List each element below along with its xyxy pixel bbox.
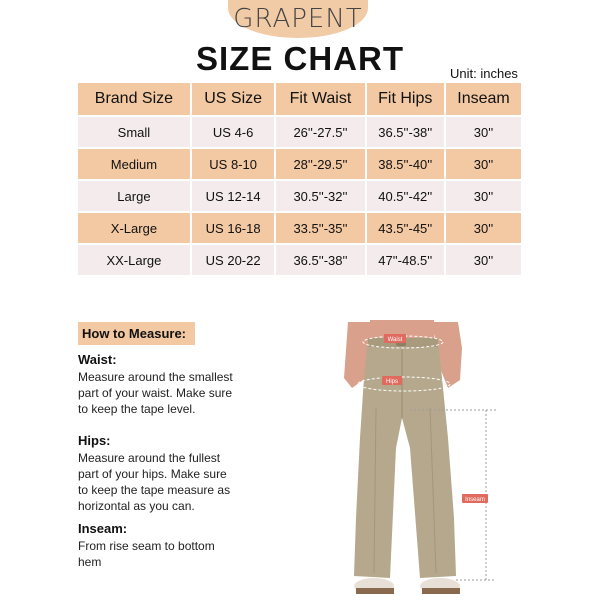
table-row <box>78 245 521 275</box>
table-row <box>78 181 521 211</box>
cell-us-size: US 4-6 <box>192 117 275 147</box>
cell-fit-waist: 30.5''-32'' <box>276 181 364 211</box>
cell-fit-waist: 26''-27.5'' <box>276 117 364 147</box>
cell-fit-waist: 28''-29.5'' <box>276 149 364 179</box>
table-row <box>78 149 521 179</box>
cell-inseam: 30'' <box>446 149 521 179</box>
pants-illustration <box>330 318 500 600</box>
table-header-row <box>78 83 521 115</box>
hips-line: part of your hips. Make sure <box>78 467 227 481</box>
cell-brand-size: Small <box>78 117 190 147</box>
cell-inseam: 30'' <box>446 213 521 243</box>
cell-inseam: 30'' <box>446 245 521 275</box>
cell-fit-waist: 36.5''-38'' <box>276 245 364 275</box>
header-us-size: US Size <box>192 83 275 115</box>
hips-title: Hips: <box>78 433 111 448</box>
waist-section <box>78 352 258 417</box>
hips-line: to keep the tape measure as <box>78 483 231 497</box>
size-chart-table <box>76 81 523 277</box>
cell-fit-waist: 33.5''-35'' <box>276 213 364 243</box>
inseam-title: Inseam: <box>78 521 128 536</box>
cell-fit-hips: 36.5''-38'' <box>367 117 445 147</box>
brand-logo: GRAPENT <box>233 4 363 34</box>
header-fit-hips: Fit Hips <box>367 83 445 115</box>
cell-us-size: US 20-22 <box>192 245 275 275</box>
cell-fit-hips: 43.5''-45'' <box>367 213 445 243</box>
cell-fit-hips: 38.5''-40'' <box>367 149 445 179</box>
cell-us-size: US 12-14 <box>192 181 275 211</box>
cell-brand-size: X-Large <box>78 213 190 243</box>
cell-brand-size: Large <box>78 181 190 211</box>
cell-inseam: 30'' <box>446 181 521 211</box>
header-inseam: Inseam <box>446 83 521 115</box>
waist-title: Waist: <box>78 352 117 367</box>
hips-section <box>78 433 258 514</box>
hips-line: Measure around the fullest <box>78 451 221 465</box>
inseam-line: From rise seam to bottom <box>78 539 215 553</box>
inseam-line: hem <box>78 555 102 569</box>
cell-us-size: US 8-10 <box>192 149 275 179</box>
cell-brand-size: XX-Large <box>78 245 190 275</box>
page-title: SIZE CHART <box>196 40 404 77</box>
hips-figure-label: Hips <box>385 379 399 385</box>
cell-fit-hips: 40.5''-42'' <box>367 181 445 211</box>
table-row <box>78 213 521 243</box>
hips-line: horizontal as you can. <box>78 499 195 513</box>
header-brand-size: Brand Size <box>78 83 190 115</box>
inseam-section <box>78 521 258 570</box>
waist-line: Measure around the smallest <box>78 370 233 384</box>
cell-inseam: 30'' <box>446 117 521 147</box>
cell-brand-size: Medium <box>78 149 190 179</box>
how-to-measure-heading: How to Measure: <box>78 322 195 345</box>
waist-figure-label: Waist <box>387 337 403 343</box>
pants-model-figure <box>330 318 500 600</box>
waist-line: part of your waist. Make sure <box>78 386 233 400</box>
cell-fit-hips: 47''-48.5'' <box>367 245 445 275</box>
cell-us-size: US 16-18 <box>192 213 275 243</box>
brand-tab <box>228 0 368 38</box>
header-fit-waist: Fit Waist <box>276 83 364 115</box>
unit-label: Unit: inches <box>450 66 518 81</box>
waist-line: to keep the tape level. <box>78 402 196 416</box>
table-row <box>78 117 521 147</box>
inseam-figure-label: Inseam <box>465 497 485 503</box>
